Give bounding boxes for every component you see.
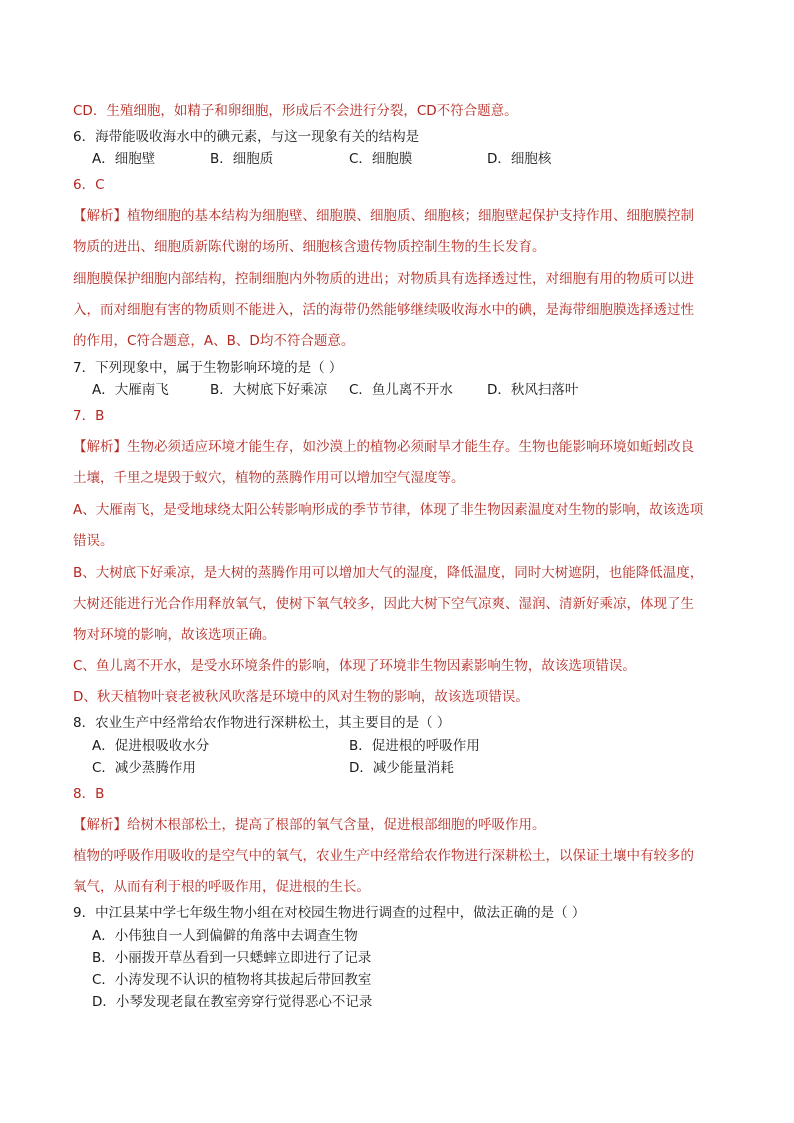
question-9-option-d: D．小琴发现老鼠在教室旁穿行觉得恶心不记录 [92,994,373,1010]
question-6-explanation-line: 【解析】植物细胞的基本结构为细胞壁、细胞膜、细胞质、细胞核；细胞壁起保护支持作用、细胞膜控制 [73,208,694,224]
question-7-explanation-line: B、大树底下好乘凉，是大树的蒸腾作用可以增加大气的湿度，降低温度，同时大树遮阴，也能降低温度， [73,565,704,581]
question-6-explanation-line: 细胞膜保护细胞内部结构，控制细胞内外物质的进出；对物质具有选择透过性，对细胞有用的物质可以进 [73,271,694,287]
question-7-explanation-line: 【解析】生物必须适应环境才能生存，如沙漠上的植物必须耐旱才能生存。生物也能影响环境如蚯蚓改良 [73,439,694,455]
question-9-option-c: C．小涛发现不认识的植物将其拔起后带回教室 [92,972,372,988]
question-8-option-b: B．促进根的呼吸作用 [349,738,480,754]
question-8-option-c: C．减少蒸腾作用 [92,760,196,776]
question-9-stem: 9．中江县某中学七年级生物小组在对校园生物进行调查的过程中，做法正确的是（ ） [73,905,586,921]
question-7-explanation-line: A、大雁南飞，是受地球绕太阳公转影响形成的季节节律，体现了非生物因素温度对生物的影响，故该选项 [73,502,704,518]
question-7-explanation-line: C、鱼儿离不开水，是受水环境条件的影响，体现了环境非生物因素影响生物，故该选项错误。 [73,658,636,674]
question-7-explanation-line: 土壤，千里之堤毁于蚁穴，植物的蒸腾作用可以增加空气湿度等。 [73,470,465,486]
question-7-option-a: A．大雁南飞 [92,382,169,398]
question-8-explanation-line: 氧气，从而有利于根的呼吸作用，促进根的生长。 [73,879,370,895]
question-7-explanation-line: 物对环境的影响，故该选项正确。 [73,627,276,643]
question-7-explanation-line: 大树还能进行光合作用释放氧气，使树下氧气较多，因此大树下空气凉爽、湿润、清新好乘凉，体现了生 [73,596,694,612]
question-8-option-d: D．减少能量消耗 [349,760,454,776]
question-7-option-c: C．鱼儿离不开水 [349,382,453,398]
question-9-option-b: B．小丽拨开草丛看到一只蟋蟀立即进行了记录 [92,950,372,966]
question-7-explanation-line: 错误。 [73,533,114,549]
question-8-option-a: A．促进根吸收水分 [92,738,210,754]
question-7-option-d: D．秋风扫落叶 [487,382,579,398]
question-7-answer: 7．B [73,408,105,424]
question-8-explanation-line: 【解析】给树木根部松土，提高了根部的氧气含量，促进根部细胞的呼吸作用。 [73,817,546,833]
question-6-answer: 6．C [73,177,105,193]
question-6-option-b: B．细胞质 [210,151,274,167]
question-6-option-c: C．细胞膜 [349,151,413,167]
question-8-explanation-line: 植物的呼吸作用吸收的是空气中的氧气，农业生产中经常给农作物进行深耕松土，以保证土壤中有较多的 [73,848,694,864]
question-6-option-a: A．细胞壁 [92,151,156,167]
question-7-explanation-line: D、秋天植物叶衰老被秋风吹落是环境中的风对生物的影响，故该选项错误。 [73,689,529,705]
question-6-option-d: D．细胞核 [487,151,552,167]
question-7-stem: 7．下列现象中，属于生物影响环境的是（ ） [73,360,343,376]
question-6-explanation-line: 入，而对细胞有害的物质则不能进入，活的海带仍然能够继续吸收海水中的碘，是海带细胞膜选择透过性 [73,302,694,318]
question-6-explanation-line: 的作用，C符合题意，A、B、D均不符合题意。 [73,333,355,349]
explanation-line: CD．生殖细胞，如精子和卵细胞，形成后不会进行分裂，CD不符合题意。 [73,103,518,119]
question-8-answer: 8．B [73,786,105,802]
question-9-option-a: A．小伟独自一人到偏僻的角落中去调查生物 [92,928,358,944]
question-7-option-b: B．大树底下好乘凉 [210,382,328,398]
question-8-stem: 8．农业生产中经常给农作物进行深耕松土，其主要目的是（ ） [73,715,451,731]
question-6-stem: 6．海带能吸收海水中的碘元素，与这一现象有关的结构是 [73,129,420,145]
question-6-explanation-line: 物质的进出、细胞质新陈代谢的场所、细胞核含遗传物质控制生物的生长发育。 [73,239,546,255]
